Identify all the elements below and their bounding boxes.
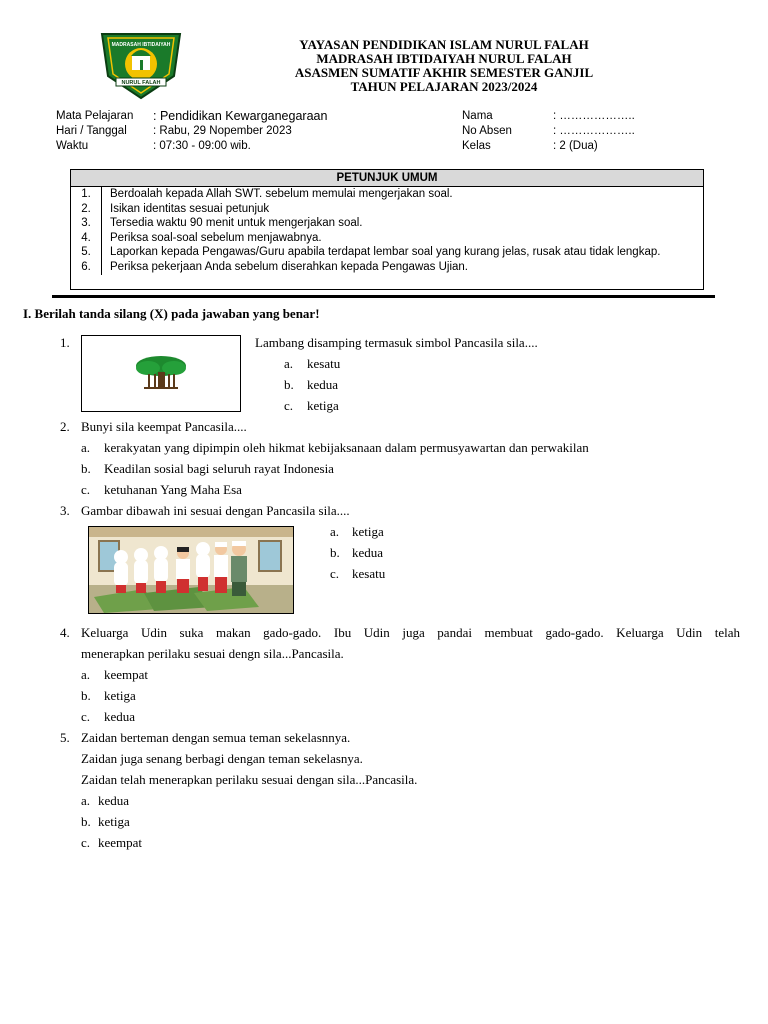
q4-number: 4.: [60, 625, 70, 640]
instruction-text: Tersedia waktu 90 menit untuk mengerjakan soal.: [110, 217, 363, 230]
q3-option-b-label[interactable]: b.: [330, 545, 340, 560]
instruction-text: Periksa pekerjaan Anda sebelum diserahkan kepada Pengawas Ujian.: [110, 260, 469, 273]
time-value: : 07:30 - 09:00 wib.: [153, 140, 251, 152]
instruction-number: 6.: [71, 260, 102, 275]
banyan-tree-image: [81, 335, 241, 412]
date-value: : Rabu, 29 Nopember 2023: [153, 125, 292, 137]
q5-option-a-text: kedua: [98, 793, 130, 808]
q2-option-a-text: kerakyatan yang dipimpin oleh hikmat kebijaksanaan dalam permusyawartan dan perwakilan: [104, 440, 589, 455]
q5-option-a-label[interactable]: a.: [81, 793, 91, 808]
q1-option-c-label[interactable]: c.: [284, 398, 294, 413]
divider: [52, 295, 715, 298]
q2-option-c-text: ketuhanan Yang Maha Esa: [104, 482, 242, 497]
instruction-number: 1.: [71, 187, 102, 202]
q1-option-a-label[interactable]: a.: [284, 356, 294, 371]
instruction-item: [71, 260, 703, 275]
date-label: Hari / Tanggal: [56, 125, 127, 137]
q3-option-c-text: kesatu: [352, 566, 386, 581]
q5-text-line2: Zaidan juga senang berbagi dengan teman sekelasnya.: [81, 751, 363, 766]
document-header: [230, 38, 658, 94]
q1-option-b-text: kedua: [307, 377, 339, 392]
instruction-item: [71, 202, 703, 217]
instruction-text: Isikan identitas sesuai petunjuk: [110, 202, 270, 215]
school-logo: [94, 26, 188, 102]
q2-option-b-text: Keadilan sosial bagi seluruh rayat Indonesia: [104, 461, 334, 476]
info-right-values: [553, 109, 673, 154]
instruction-number: 2.: [71, 202, 102, 217]
q2-number: 2.: [60, 419, 70, 434]
header-foundation: YAYASAN PENDIDIKAN ISLAM NURUL FALAH: [299, 37, 589, 52]
class-label: Kelas: [462, 140, 491, 152]
instruction-number: 5.: [71, 245, 102, 260]
q1-text: Lambang disamping termasuk simbol Pancasila sila....: [255, 335, 538, 350]
section-heading: I. Berilah tanda silang (X) pada jawaban yang benar!: [23, 306, 320, 321]
time-label: Waktu: [56, 140, 89, 152]
subject-label: Mata Pelajaran: [56, 110, 134, 122]
q4-option-a-text: keempat: [104, 667, 149, 682]
q5-option-c-label[interactable]: c.: [81, 835, 91, 850]
q5-text-line1: Zaidan berteman dengan semua teman sekelasnnya.: [81, 730, 351, 745]
instruction-item: [71, 216, 703, 231]
q5-option-c-text: keempat: [98, 835, 143, 850]
q5-option-b-text: ketiga: [98, 814, 130, 829]
q1-option-c-text: ketiga: [307, 398, 339, 413]
instruction-item: [71, 187, 703, 202]
header-school: MADRASAH IBTIDAIYAH NURUL FALAH: [316, 51, 572, 66]
subject-value: : Pendidikan Kewarganegaraan: [153, 109, 328, 123]
q3-number: 3.: [60, 503, 70, 518]
q4-text-line2: menerapkan perilaku sesuai dengn sila...Pancasila.: [81, 646, 344, 661]
absen-field[interactable]: : ………………..: [553, 125, 635, 137]
q3-option-b-text: kedua: [352, 545, 384, 560]
instruction-number: 4.: [71, 231, 102, 246]
class-value: : 2 (Dua): [553, 140, 598, 152]
q5-text-line3: Zaidan telah menerapkan perilaku sesuai dengan sila...Pancasila.: [81, 772, 418, 787]
q2-option-c-label[interactable]: c.: [81, 482, 91, 497]
instruction-item: [71, 231, 703, 246]
q4-option-c-label[interactable]: c.: [81, 709, 91, 724]
children-praying-image: [88, 526, 294, 614]
name-label: Nama: [462, 110, 493, 122]
instructions-title: PETUNJUK UMUM: [71, 170, 703, 187]
q1-number: 1.: [60, 335, 70, 350]
q2-option-b-label[interactable]: b.: [81, 461, 91, 476]
q4-option-c-text: kedua: [104, 709, 136, 724]
info-right-labels: [462, 109, 552, 154]
q3-option-a-text: ketiga: [352, 524, 384, 539]
instruction-item: [71, 245, 703, 260]
instruction-number: 3.: [71, 216, 102, 231]
q2-option-a-label[interactable]: a.: [81, 440, 91, 455]
header-year: TAHUN PELAJARAN 2023/2024: [350, 79, 538, 94]
q1-option-a-text: kesatu: [307, 356, 341, 371]
general-instructions-box: [70, 169, 704, 290]
absen-label: No Absen: [462, 125, 512, 137]
q4-option-a-label[interactable]: a.: [81, 667, 91, 682]
instruction-text: Berdoalah kepada Allah SWT. sebelum memulai mengerjakan soal.: [110, 188, 453, 200]
q5-option-b-label[interactable]: b.: [81, 814, 91, 829]
q3-option-a-label[interactable]: a.: [330, 524, 340, 539]
q4-text-line1: Keluarga Udin suka makan gado-gado. Ibu Udin juga pandai membuat gado-gado. Keluarga Udin telah: [81, 625, 740, 640]
header-exam: ASASMEN SUMATIF AKHIR SEMESTER GANJIL: [294, 65, 594, 80]
logo-banner-text: NURUL FALAH: [121, 80, 161, 86]
info-left-labels: [56, 109, 156, 154]
q4-option-b-text: ketiga: [104, 688, 136, 703]
q5-number: 5.: [60, 730, 70, 745]
instruction-text: Laporkan kepada Pengawas/Guru apabila terdapat lembar soal yang kurang jelas, rusak atau tidak lengkap.: [110, 246, 661, 259]
name-field[interactable]: : ………………..: [553, 110, 635, 122]
instruction-text: Periksa soal-soal sebelum menjawabnya.: [110, 231, 322, 244]
info-left-values: [153, 109, 413, 154]
q1-option-b-label[interactable]: b.: [284, 377, 294, 392]
q2-text: Bunyi sila keempat Pancasila....: [81, 419, 247, 434]
q4-option-b-label[interactable]: b.: [81, 688, 91, 703]
q3-option-c-label[interactable]: c.: [330, 566, 340, 581]
q3-text: Gambar dibawah ini sesuai dengan Pancasila sila....: [81, 503, 350, 518]
logo-top-text: MADRASAH IBTIDAIYAH: [111, 42, 171, 48]
